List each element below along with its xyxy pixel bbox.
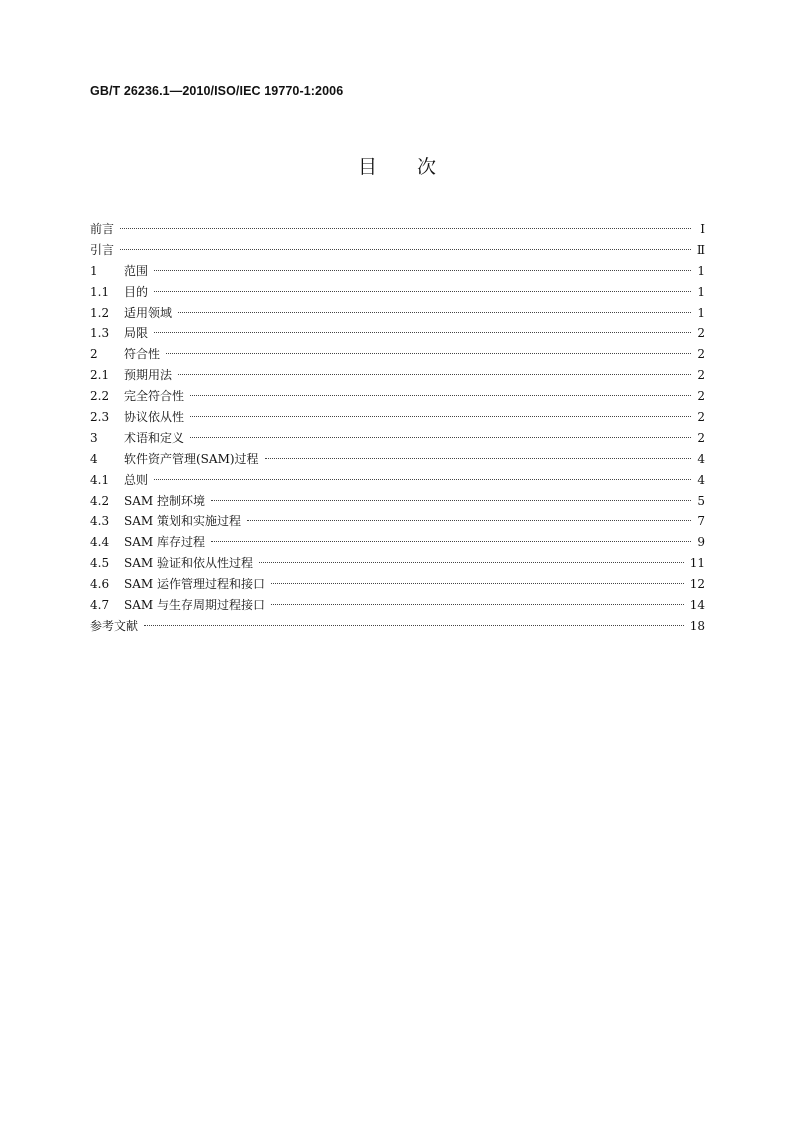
toc-dot-leader: [154, 270, 691, 271]
toc-entry[interactable]: [90, 449, 705, 470]
toc-entry-page-number: 2: [697, 347, 705, 362]
toc-entry-number: 4: [90, 451, 98, 466]
toc-entry-label: 适用领域: [124, 305, 173, 320]
toc-entry-label: 范围: [124, 263, 149, 278]
toc-entry[interactable]: [90, 282, 705, 303]
toc-entry-label: 前言: [90, 222, 115, 236]
toc-entry[interactable]: [90, 323, 705, 344]
toc-entry-label: SAM 库存过程: [124, 535, 205, 550]
toc-entry-label: 总则: [124, 472, 149, 487]
toc-dot-leader: [247, 520, 691, 521]
toc-entry-label: SAM 与生存周期过程接口: [124, 598, 265, 613]
toc-entry-label: SAM 运作管理过程和接口: [124, 577, 265, 592]
toc-entry-page-number: 18: [689, 618, 705, 633]
toc-dot-leader: [211, 541, 691, 542]
toc-dot-leader: [190, 416, 691, 417]
toc-entry-number: 2: [90, 347, 98, 362]
toc-entry-label: 符合性: [124, 347, 161, 362]
toc-entry-number: 1.1: [90, 284, 110, 299]
toc-entry[interactable]: [90, 344, 705, 365]
toc-entry-number: 4.2: [90, 493, 110, 508]
toc-entry-number: 4.4: [90, 535, 110, 550]
toc-dot-leader: [166, 353, 691, 354]
toc-entry-page-number: 11: [689, 556, 705, 571]
toc-entry-page-number: Ⅰ: [700, 222, 705, 236]
toc-entry-page-number: 2: [697, 430, 705, 445]
toc-entry-label: 引言: [90, 242, 115, 257]
toc-entry-label: 参考文献: [90, 618, 139, 633]
toc-dot-leader: [178, 312, 691, 313]
toc-dot-leader: [154, 332, 691, 333]
toc-entry-page-number: 1: [697, 305, 705, 320]
toc-entry-label: 目的: [124, 284, 149, 299]
toc-dot-leader: [190, 437, 691, 438]
toc-entry-page-number: 12: [689, 577, 705, 592]
toc-entry[interactable]: [90, 595, 705, 616]
toc-entry-page-number: Ⅱ: [696, 242, 705, 257]
toc-entry-number: 1.3: [90, 326, 110, 341]
toc-entry[interactable]: [90, 616, 705, 637]
toc-entry-page-number: 7: [697, 514, 705, 529]
toc-entry-label: 预期用法: [124, 368, 173, 383]
toc-dot-leader: [144, 625, 684, 626]
toc-entry[interactable]: [90, 532, 705, 553]
toc-entry[interactable]: [90, 491, 705, 512]
toc-entry-number: 2.3: [90, 410, 110, 425]
toc-entry-page-number: 2: [697, 410, 705, 425]
toc-entry[interactable]: [90, 407, 705, 428]
toc-entry-label: SAM 控制环境: [124, 493, 205, 508]
toc-entry[interactable]: [90, 386, 705, 407]
table-of-contents: [90, 219, 705, 637]
toc-entry-number: 4.7: [90, 598, 110, 613]
toc-entry-number: 2.2: [90, 389, 110, 404]
toc-dot-leader: [271, 604, 684, 605]
toc-entry-page-number: 4: [697, 472, 705, 487]
toc-dot-leader: [154, 291, 691, 292]
page-title: 目 次: [357, 156, 437, 178]
toc-entry[interactable]: [90, 240, 705, 261]
toc-entry-page-number: 1: [697, 284, 705, 299]
toc-entry[interactable]: [90, 428, 705, 449]
toc-entry[interactable]: [90, 553, 705, 574]
toc-dot-leader: [271, 583, 684, 584]
toc-entry-label: 完全符合性: [124, 389, 185, 404]
toc-entry-page-number: 2: [697, 326, 705, 341]
toc-entry-label: 协议依从性: [124, 410, 185, 425]
toc-entry-label: 局限: [124, 326, 149, 341]
toc-dot-leader: [120, 228, 691, 229]
toc-entry-number: 1: [90, 263, 98, 278]
toc-dot-leader: [265, 458, 691, 459]
toc-entry-number: 4.3: [90, 514, 110, 529]
toc-entry-number: 4.5: [90, 556, 110, 571]
toc-entry[interactable]: [90, 365, 705, 386]
toc-entry[interactable]: [90, 470, 705, 491]
toc-entry-label: SAM 策划和实施过程: [124, 514, 241, 529]
toc-entry[interactable]: [90, 261, 705, 282]
toc-dot-leader: [190, 395, 691, 396]
toc-entry-page-number: 1: [697, 263, 705, 278]
toc-entry-number: 4.1: [90, 472, 110, 487]
toc-entry-page-number: 2: [697, 389, 705, 404]
toc-entry-page-number: 14: [689, 598, 705, 613]
toc-entry-page-number: 2: [697, 368, 705, 383]
toc-dot-leader: [120, 249, 691, 250]
toc-entry-label: 术语和定义: [124, 430, 185, 445]
toc-dot-leader: [154, 479, 691, 480]
toc-entry-page-number: 4: [697, 451, 705, 466]
toc-entry-label: 软件资产管理(SAM)过程: [124, 451, 259, 466]
toc-entry-page-number: 9: [697, 535, 705, 550]
toc-dot-leader: [178, 374, 691, 375]
toc-entry-number: 3: [90, 430, 98, 445]
toc-dot-leader: [259, 562, 684, 563]
toc-dot-leader: [211, 500, 691, 501]
toc-entry[interactable]: [90, 219, 705, 240]
toc-entry-label: SAM 验证和依从性过程: [124, 556, 253, 571]
standard-number-header: GB/T 26236.1—2010/ISO/IEC 19770-1:2006: [90, 84, 344, 98]
toc-entry[interactable]: [90, 303, 705, 324]
toc-entry[interactable]: [90, 511, 705, 532]
toc-entry-number: 2.1: [90, 368, 110, 383]
toc-entry-page-number: 5: [697, 493, 705, 508]
toc-entry-number: 4.6: [90, 577, 110, 592]
toc-entry[interactable]: [90, 574, 705, 595]
toc-entry-number: 1.2: [90, 305, 110, 320]
